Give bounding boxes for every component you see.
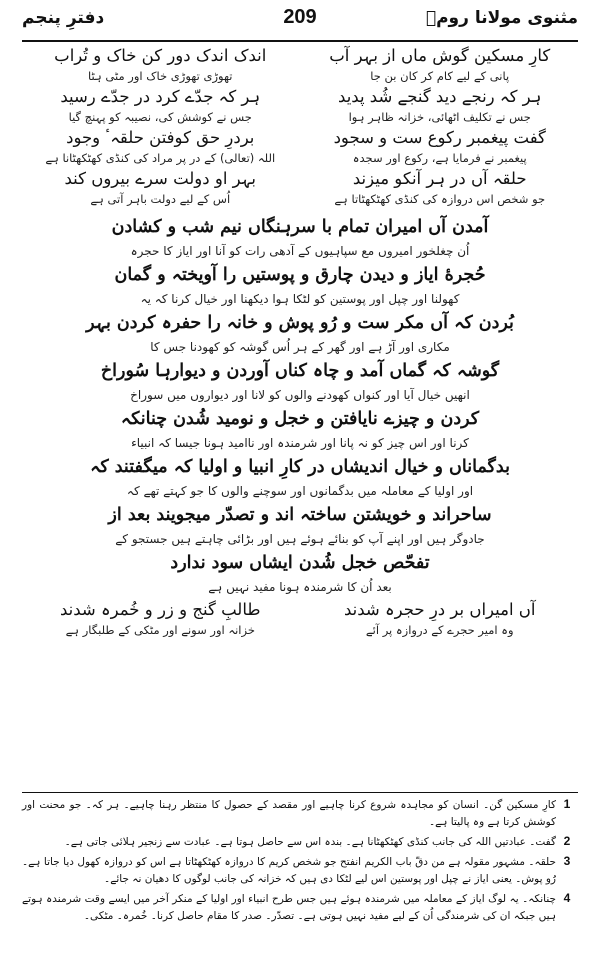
heading-translation-line: جادوگر ہیں اور اپنے آپ کو بنائے ہوئے ہیں اور بڑائی چاہتے ہیں جستجو کے <box>115 532 485 546</box>
verse-first-hemistich: گفت پیغمبر رکوع ست و سجود <box>333 128 546 147</box>
couplet-translation <box>26 108 574 126</box>
couplet <box>26 168 574 190</box>
couplet-translation <box>26 621 574 639</box>
verse-first-hemistich: آں امیراں بر درِ حجرہ شدند <box>343 600 536 619</box>
translation-first: جس نے تکلیف اٹھائی، خزانہ ظاہر ہوا <box>348 110 531 124</box>
heading-translation-line: کھولنا اور چپل اور پوستین کو لٹکا ہوا دیکھنا اور خیال کرنا کہ یہ <box>140 292 460 306</box>
volume-label: دفترِ پنجم <box>22 8 105 28</box>
couplet <box>26 45 574 67</box>
footnote <box>22 891 578 925</box>
translation-second: اللہ (تعالی) کے در پر مراد کی کنڈی کھٹکھٹانا ہے <box>45 151 276 165</box>
footnote <box>22 797 578 831</box>
couplet <box>26 127 574 149</box>
footnote-text: کارِ مسکین گن۔ انسان کو مجاہدہ شروع کرنا چاہیے اور مقصد کے حصول کا منتظر رہنا چاہیے۔ ہر کہ۔ جو محنت اور کوشش کرتا ہے وہ پالیتا ہے۔ <box>22 799 556 828</box>
heading-verse-line: بُردن کہ آں مکر ست و رُو پوش و خانہ را حفرہ کردن بہر <box>86 313 514 333</box>
couplet-translation <box>26 149 574 167</box>
couplet-translation <box>26 190 574 208</box>
heading-translation-line: اُن چغلخور امیروں مع سپاہیوں کے آدھی رات کو آنا اور ایاز کا حجرہ <box>130 244 470 258</box>
verse-first-hemistich: حلقہ آں در ہر آنکو میزند <box>352 169 527 188</box>
footnote-text: چنانکہ۔ یہ لوگ ایاز کے معاملہ میں شرمندہ ہوئے ہیں جس طرح انبیاء اور اولیا کے منکر آخر میں ایسے وقت شرمندہ ہوتے ہیں جبکہ ان کی شرمندگی اُن کے لیے مفید نہیں ہوتی ہے۔ تصدّر۔ صدر کا مقام حاصل کرنا۔ خُمرہ۔ مٹکی۔ <box>22 893 556 922</box>
translation-first: پیغمبر نے فرمایا ہے، رکوع اور سجدہ <box>352 151 527 165</box>
heading-translation-line: اور اولیا کے معاملہ میں بدگمانوں اور سوچنے والوں کا جو کہتے تھے کہ <box>126 484 474 498</box>
verse-first-hemistich: کارِ مسکین گوش ماں از بہر آب <box>329 46 551 65</box>
footnote-number: 4 <box>563 891 571 905</box>
verse-second-hemistich: ہر کہ جدّے کرد در جدّے رسید <box>60 87 261 106</box>
heading-verse-line: بدگماناں و خیال اندیشاں در کارِ انبیا و اولیا کہ میگفتند کہ <box>90 457 510 477</box>
verse-second-hemistich: طالبِ گنج و زر و خُمرہ شدند <box>60 600 261 619</box>
heading-translation-line: مکاری اور آڑ ہے اور گھر کے ہر اُس گوشہ کو کھودنا جس کا <box>150 340 450 354</box>
page-body <box>26 44 574 639</box>
translation-second: جس نے کوشش کی، نصیبہ کو پہنچ گیا <box>68 110 252 124</box>
translation-first: جو شخص اس دروازہ کی کنڈی کھٹکھٹاتا ہے <box>334 192 546 206</box>
translation-second: خزانہ اور سونے اور مٹکی کے طلبگار ہے <box>65 623 255 637</box>
footnotes <box>22 792 578 928</box>
book-title: مثنوی مولانا رومؒ <box>425 8 578 28</box>
footnote <box>22 854 578 888</box>
heading-verse-line: گوشہ کہ گماں آمد و چاہ کناں آوردن و دیوارہا سُوراخ <box>100 361 500 381</box>
footnote-number: 1 <box>563 797 571 811</box>
footnote-text: گفت۔ عبادتیں اللہ کی جانب کنڈی کھٹکھٹانا ہے۔ بندہ اس سے حاصل ہوتا ہے۔ عبادت سے زنجیر ہلائی جاتی ہے۔ <box>64 836 556 848</box>
translation-first: پانی کے لیے کام کر کان بن جا <box>370 69 510 83</box>
heading-verse-line: آمدن آں امیران تمام با سرہنگاں نیم شب و کشادن <box>111 217 489 237</box>
verse-second-hemistich: اندک اندک دور کن خاک و تُراب <box>54 46 267 65</box>
page-number: 209 <box>283 6 317 28</box>
verse-second-hemistich: بردرِ حق کوفتن حلقہٴ وجود <box>66 128 255 147</box>
couplet <box>26 599 574 621</box>
translation-second: اُس کے لیے دولت باہر آتی ہے <box>90 192 231 206</box>
couplet-translation <box>26 67 574 85</box>
footnote-number: 2 <box>563 834 571 848</box>
heading-translation-line: کرنا اور اس چیز کو نہ پانا اور شرمندہ اور ناامید ہونا جیسا کہ انبیاء <box>131 436 469 450</box>
verse-second-hemistich: بہر او دولت سرے بیروں کند <box>64 169 257 188</box>
heading-translation-line: بعد اُن کا شرمندہ ہونا مفید نہیں ہے <box>208 580 392 594</box>
heading-verse-line: ساحراند و خویشتن ساختہ اند و تصدّر میجویند بعد از <box>108 505 492 525</box>
footnote <box>22 834 578 851</box>
heading-verse-line: کردن و چیزے نایافتن و خجل و نومید شُدن چنانکہ <box>120 409 480 429</box>
couplet <box>26 86 574 108</box>
heading-translation-line: انھیں خیال آیا اور کنواں کھودنے والوں کو لانا اور دیواروں میں سوراخ <box>130 388 470 402</box>
translation-second: تھوڑی تھوڑی خاک اور مٹی ہٹا <box>88 69 233 83</box>
page-header <box>22 6 578 42</box>
heading-verse-line: تفحّص خجل شُدن ایشاں سود ندارد <box>170 553 430 573</box>
footnote-number: 3 <box>563 854 571 868</box>
footnote-text: حلقہ۔ مشہور مقولہ ہے من دقّ باب الکریم انفتح جو شخص کریم کا دروازہ کھٹکھٹاتا ہے اس کو دروازہ کھول دیا جاتا ہے۔ رُو پوش۔ یعنی ایاز نے چپل اور پوستین اس لیے لٹکا دی ہیں کہ خزانہ کی جانب لوگوں کا دھیان نہ جائے۔ <box>22 856 556 885</box>
translation-first: وہ امیر حجرے کے دروازہ پر آئے <box>365 623 514 637</box>
heading-verse-line: حُجرهٔ ایاز و دیدن چارق و پوستیں را آویختہ و گمان <box>114 265 486 285</box>
verse-first-hemistich: ہر کہ رنجے دید گنجے شُد پدید <box>338 87 542 106</box>
